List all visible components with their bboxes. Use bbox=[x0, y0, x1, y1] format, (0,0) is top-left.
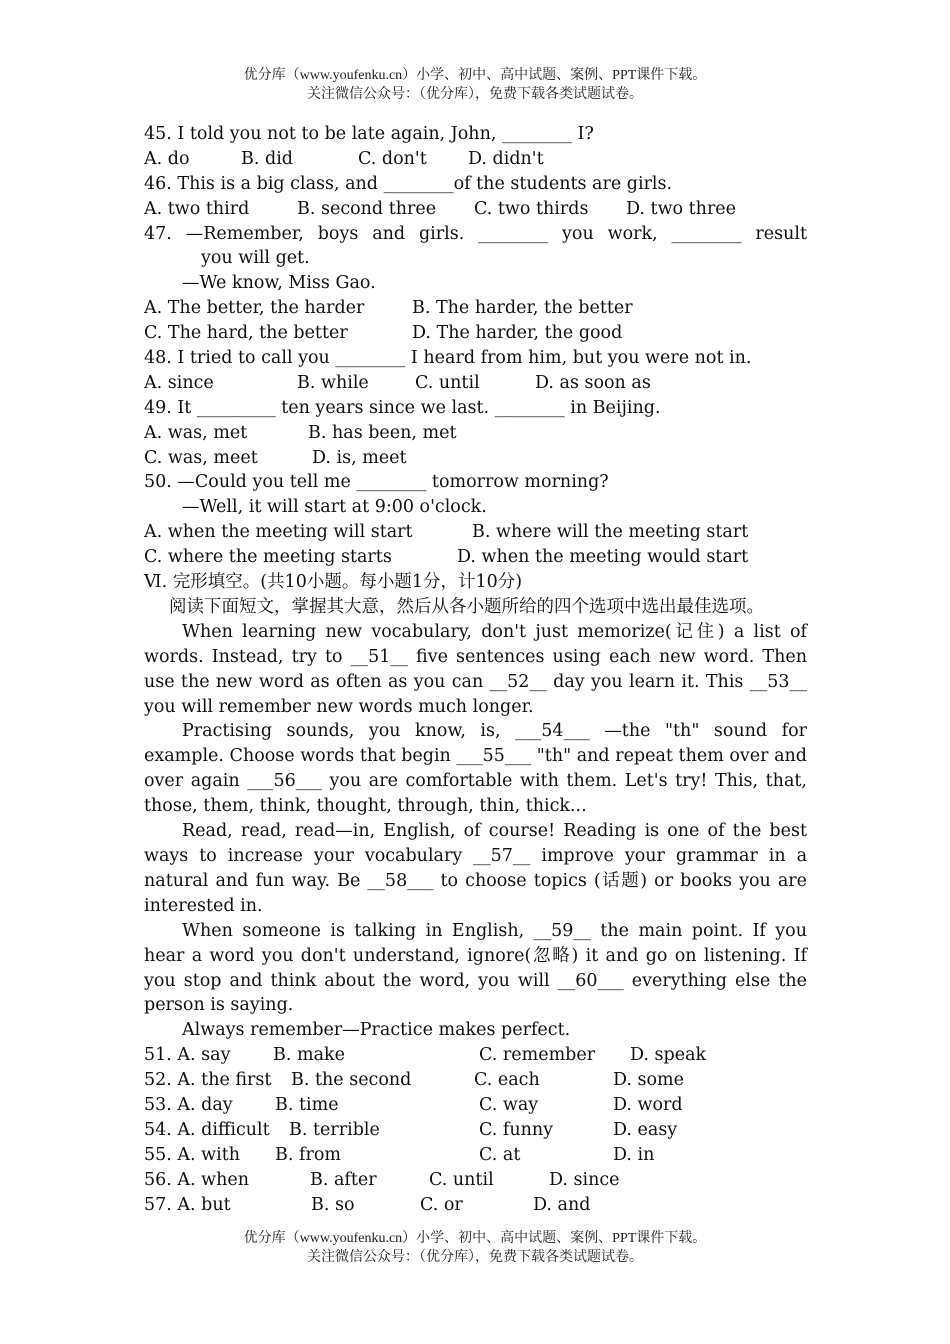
section-6-title: Ⅵ. 完形填空。(共10小题。每小题1分，计10分) bbox=[144, 572, 523, 593]
exam-body bbox=[144, 122, 807, 1217]
q50-option-c: C. where the meeting starts bbox=[144, 547, 392, 568]
q47-options-row-1 bbox=[144, 296, 807, 321]
q47-option-b: B. The harder, the better bbox=[412, 298, 633, 319]
q57-option-d: D. and bbox=[533, 1194, 591, 1215]
passage-paragraph-4: When someone is talking in English, __59__ the main point. If you hear a word you don't understand, ignore(忽略) it and go on listening. If you stop and think about the word, you will __60___ everything else the person is saying. bbox=[144, 920, 807, 1016]
q53-option-d: D. word bbox=[613, 1094, 683, 1115]
q46-options bbox=[144, 197, 807, 222]
q46-option-d: D. two three bbox=[626, 198, 737, 219]
q57-option-b: B. so bbox=[311, 1194, 355, 1215]
q56-option-a: 56. A. when bbox=[144, 1169, 250, 1190]
q55-option-a: 55. A. with bbox=[144, 1144, 241, 1165]
q54-option-b: B. terrible bbox=[289, 1119, 380, 1140]
q51-options bbox=[144, 1043, 807, 1068]
q57-options bbox=[144, 1193, 807, 1218]
q53-option-b: B. time bbox=[275, 1094, 339, 1115]
section-6-instruction: 阅读下面短文，掌握其大意，然后从各小题所给的四个选项中选出最佳选项。 bbox=[169, 596, 764, 617]
q55-option-c: C. at bbox=[479, 1144, 521, 1165]
q51-option-c: C. remember bbox=[479, 1045, 596, 1066]
q49-stem: 49. It _________ ten years since we last. ________ in Beijing. bbox=[144, 397, 661, 418]
q45-options bbox=[144, 147, 807, 172]
q49-option-c: C. was, meet bbox=[144, 447, 258, 468]
page-header bbox=[0, 66, 950, 104]
q47-stem-3: —We know, Miss Gao. bbox=[182, 273, 376, 294]
q47-stem-1: 47. —Remember, boys and girls. ________ you work, ________ result bbox=[144, 223, 807, 244]
q52-option-a: 52. A. the first bbox=[144, 1070, 272, 1091]
header-line-1: 优分库（www.youfenku.cn）小学、初中、高中试题、案例、PPT课件下载。 bbox=[243, 68, 707, 83]
q53-option-c: C. way bbox=[479, 1094, 539, 1115]
q47-option-a: A. The better, the harder bbox=[144, 298, 365, 319]
q45-option-b: B. did bbox=[241, 148, 293, 169]
footer-line-2: 关注微信公众号：（优分库），免费下载各类试题试卷。 bbox=[307, 1250, 643, 1265]
q49-option-d: D. is, meet bbox=[312, 447, 407, 468]
q50-options-row-2 bbox=[144, 545, 807, 570]
q53-options bbox=[144, 1093, 807, 1118]
q55-options bbox=[144, 1143, 807, 1168]
q46-option-c: C. two thirds bbox=[474, 198, 589, 219]
q57-option-a: 57. A. but bbox=[144, 1194, 231, 1215]
passage-paragraph-2: Practising sounds, you know, is, ___54___ —the "th" sound for example. Choose words that begin ___55___ "th" and repeat them over and over again ___56___ you are comfortable with them. Let's try! This, that, those, them, think, thought, through, thin, thick... bbox=[144, 721, 807, 817]
q55-option-d: D. in bbox=[613, 1144, 655, 1165]
q50-option-a: A. when the meeting will start bbox=[144, 522, 413, 543]
q49-options-row-2 bbox=[144, 446, 807, 471]
q48-option-c: C. until bbox=[415, 372, 480, 393]
q45-stem: 45. I told you not to be late again, John, ________ I? bbox=[144, 124, 594, 144]
q48-option-a: A. since bbox=[144, 372, 214, 393]
passage-paragraph-5: Always remember—Practice makes perfect. bbox=[182, 1020, 571, 1041]
q45-option-d: D. didn't bbox=[468, 148, 544, 169]
q55-option-b: B. from bbox=[275, 1144, 341, 1165]
q46-stem: 46. This is a big class, and ________of the students are girls. bbox=[144, 173, 673, 194]
q56-option-b: B. after bbox=[310, 1169, 377, 1190]
q53-option-a: 53. A. day bbox=[144, 1094, 233, 1115]
q50-option-b: B. where will the meeting start bbox=[472, 522, 749, 543]
q56-option-c: C. until bbox=[429, 1169, 494, 1190]
q47-stem-2: you will get. bbox=[201, 248, 310, 269]
passage-paragraph-3: Read, read, read—in, English, of course! Reading is one of the best ways to increase your vocabulary __57__ improve your grammar in a natural and fun way. Be __58___ to choose topics (话题) or books you are interested in. bbox=[144, 821, 807, 916]
q49-option-b: B. has been, met bbox=[308, 422, 457, 443]
q51-option-d: D. speak bbox=[630, 1045, 707, 1066]
q54-option-c: C. funny bbox=[479, 1119, 554, 1140]
q52-option-c: C. each bbox=[474, 1070, 540, 1091]
q50-option-d: D. when the meeting would start bbox=[457, 547, 749, 568]
q48-option-d: D. as soon as bbox=[535, 372, 651, 393]
q49-option-a: A. was, met bbox=[144, 422, 248, 443]
q47-option-d: D. The harder, the good bbox=[412, 323, 623, 344]
q49-options-row-1 bbox=[144, 421, 807, 446]
q46-option-a: A. two third bbox=[144, 198, 250, 219]
q56-options bbox=[144, 1168, 807, 1193]
q54-options bbox=[144, 1118, 807, 1143]
q54-option-a: 54. A. difficult bbox=[144, 1119, 270, 1140]
q47-option-c: C. The hard, the better bbox=[144, 323, 348, 344]
page-footer bbox=[0, 1229, 950, 1267]
q50-stem-1: 50. —Could you tell me ________ tomorrow morning? bbox=[144, 472, 609, 493]
q45-option-c: C. don't bbox=[358, 148, 427, 169]
q46-option-b: B. second three bbox=[297, 198, 437, 219]
q47-options-row-2 bbox=[144, 321, 807, 346]
q52-options bbox=[144, 1068, 807, 1093]
q48-stem: 48. I tried to call you ________ I heard from him, but you were not in. bbox=[144, 348, 752, 369]
q50-stem-2: —Well, it will start at 9:00 o'clock. bbox=[182, 497, 487, 518]
q45-option-a: A. do bbox=[144, 148, 190, 169]
q52-option-b: B. the second bbox=[291, 1070, 412, 1091]
q56-option-d: D. since bbox=[549, 1169, 620, 1190]
q57-option-c: C. or bbox=[420, 1194, 463, 1215]
q51-option-b: B. make bbox=[273, 1045, 345, 1066]
q54-option-d: D. easy bbox=[613, 1119, 678, 1140]
q50-options-row-1 bbox=[144, 520, 807, 545]
q52-option-d: D. some bbox=[613, 1070, 684, 1091]
q48-option-b: B. while bbox=[297, 372, 369, 393]
q51-option-a: 51. A. say bbox=[144, 1045, 231, 1066]
q48-options bbox=[144, 371, 807, 396]
passage-paragraph-1: When learning new vocabulary, don't just memorize(记住) a list of words. Instead, try to __51__ five sentences using each new word. Then use the new word as often as you can __52__ day you learn it. This __53__ you will remember new words much longer. bbox=[144, 621, 807, 717]
header-line-2: 关注微信公众号：（优分库），免费下载各类试题试卷。 bbox=[307, 87, 643, 102]
footer-line-1: 优分库（www.youfenku.cn）小学、初中、高中试题、案例、PPT课件下载。 bbox=[243, 1231, 707, 1246]
